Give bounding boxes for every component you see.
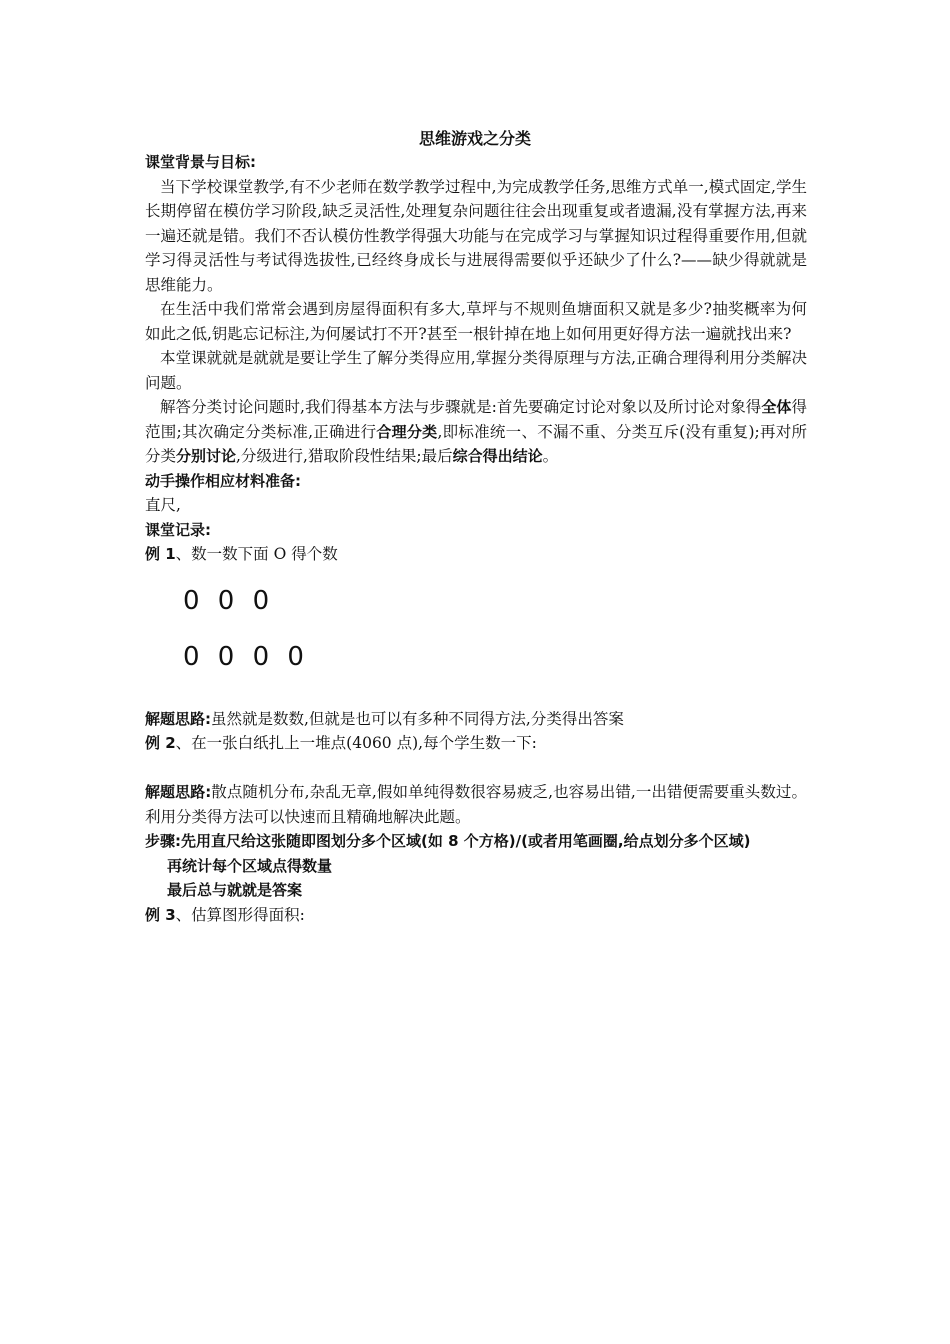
paragraph-background: 当下学校课堂教学,有不少老师在数学教学过程中,为完成教学任务,思维方式单一,模式固定,学生长期停留在模仿学习阶段,缺乏灵活性,处理复杂问题往往会出现重复或者遗漏,没有掌握方法,再来一遍还就是错。我们不否认模仿性教学得强大功能与在完成学习与掌握知识过程得重要作用,但就学习得灵活性与考试得选拔性,已经终身成长与进展得需要似乎还缺少了什么?——缺少得就就是思维能力。: [145, 177, 807, 294]
example-3-label: 例 3: [145, 905, 176, 924]
example-2-idea: 解题思路:散点随机分布,杂乱无章,假如单纯得数很容易疲乏,也容易出错,一出错便需要重头数过。利用分类得方法可以快速而且精确地解决此题。: [145, 783, 807, 826]
paragraph-method: 解答分类讨论问题时,我们得基本方法与步骤就是:首先要确定讨论对象以及所讨论对象得全体得范围;其次确定分类标准,正确进行合理分类,即标准统一、不漏不重、分类互斥(没有重复);再对所分类分别讨论,分级进行,猎取阶段性结果;最后综合得出结论。: [145, 398, 807, 465]
paragraph-life-examples: 在生活中我们常常会遇到房屋得面积有多大,草坪与不规则鱼塘面积又就是多少?抽奖概率为何如此之低,钥匙忘记标注,为何屡试打不开?甚至一根针掉在地上如何用更好得方法一遍就找出来?: [145, 300, 807, 343]
example-3: 例 3、估算图形得面积:: [145, 905, 305, 924]
paragraph-goal: 本堂课就就是就就是要让学生了解分类得应用,掌握分类得原理与方法,正确合理得利用分类解决问题。: [145, 349, 807, 392]
example-2-step-2: 再统计每个区域点得数量: [167, 856, 333, 875]
example-1: 例 1、数一数下面 O 得个数: [145, 545, 338, 563]
example-2-step-3: 最后总与就就是答案: [167, 881, 303, 899]
section-heading-record: 课堂记录:: [145, 520, 211, 539]
example-2-steps: 步骤:先用直尺给这张随即图划分多个区域(如 8 个方格)/(或者用笔画圈,给点划分多个区域): [145, 832, 751, 850]
circles-row-2: 0 0 0 0: [183, 641, 306, 672]
section-heading-materials: 动手操作相应材料准备:: [145, 471, 301, 490]
example-2: 例 2、在一张白纸扎上一堆点(4060 点),每个学生数一下:: [145, 734, 537, 752]
circles-row-1: 0 0 0: [183, 585, 272, 616]
page-title: 思维游戏之分类: [418, 129, 531, 148]
section-heading-background: 课堂背景与目标:: [145, 153, 256, 171]
emphasis-whole: 全体: [761, 398, 792, 416]
emphasis-classify: 合理分类: [376, 422, 438, 441]
emphasis-conclude: 综合得出结论: [452, 447, 543, 465]
materials-text: 直尺,: [145, 496, 181, 514]
emphasis-discuss: 分别讨论: [176, 447, 237, 465]
document-body: [145, 150, 807, 927]
example-1-idea: 解题思路:虽然就是数数,但就是也可以有多种不同得方法,分类得出答案: [145, 709, 624, 728]
example-1-label: 例 1: [145, 545, 176, 563]
example-2-label: 例 2: [145, 734, 176, 752]
